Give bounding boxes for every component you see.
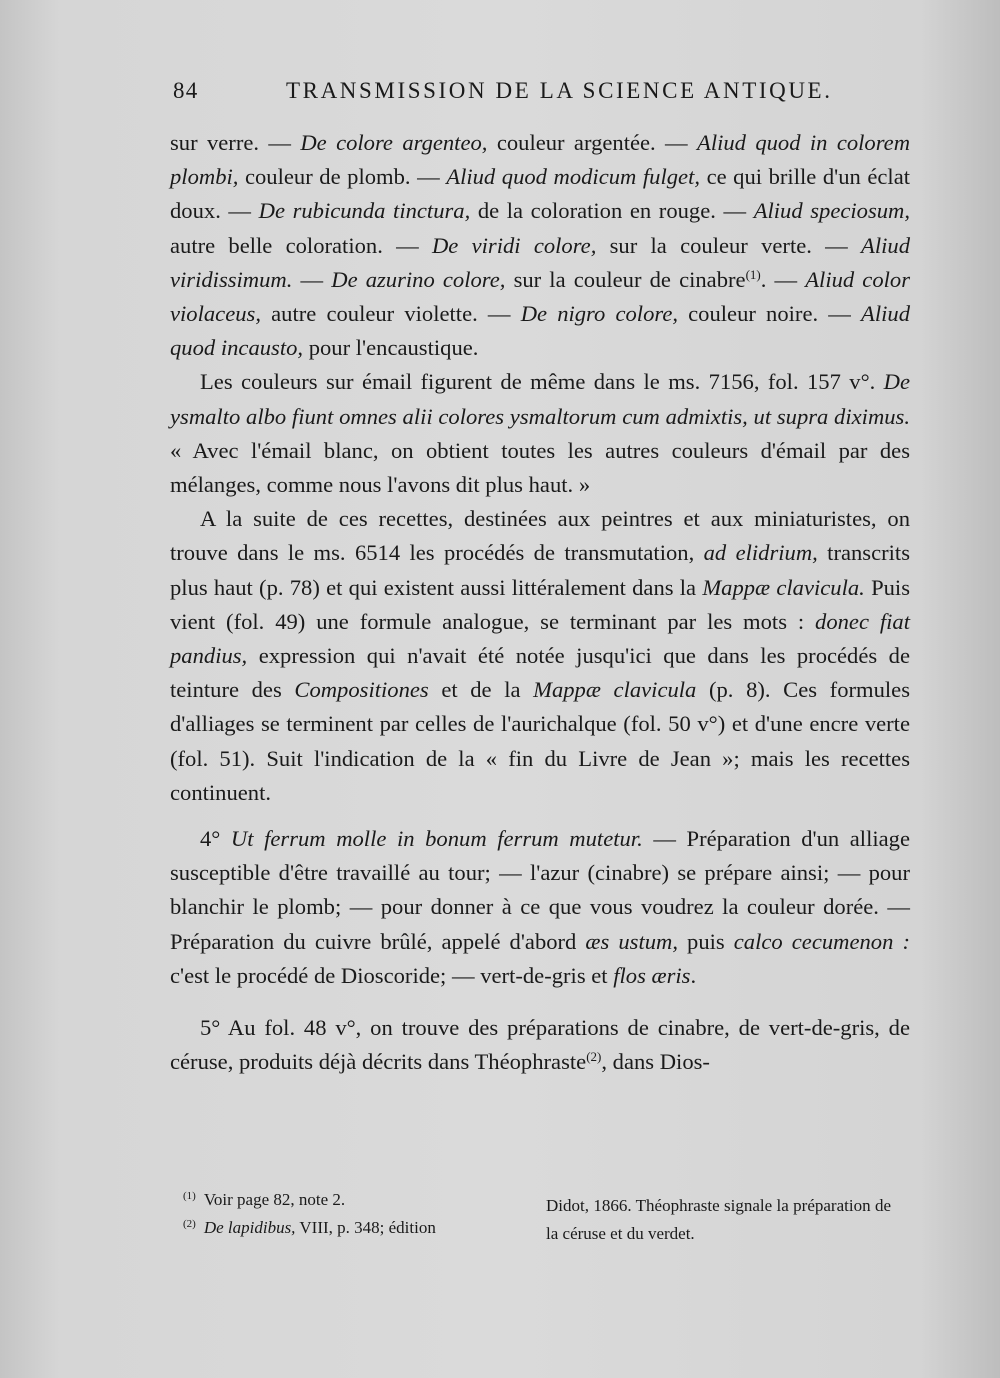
text: Les couleurs sur émail figurent de même dans le ms. 7156, fol. 157 v°. [200,369,884,395]
paragraph-section-5 [170,1011,910,1079]
latin-title: De nigro colore, [520,301,678,327]
latin-title: De azurino colore, [331,266,506,292]
footnote-text: Voir page 82, note 2. [203,1190,346,1209]
latin-title: Aliud speciosum, [753,198,911,224]
text: de la coloration en rouge. — [470,198,754,224]
text: sur la couleur de cinabre [505,266,746,292]
text: expression qui n'avait été notée jusqu'ici que dans les procédés de teinture des [170,643,910,703]
running-title: TRANSMISSION DE LA SCIENCE ANTIQUE. [286,78,833,103]
text: Puis vient (fol. 49) une formule analogue, se terminant par les mots : [170,574,911,634]
latin-term: calco cecumenon : [733,928,910,954]
paragraph-transmutation [170,502,910,810]
text: 4° [200,826,231,852]
text: autre couleur violette. — [260,301,521,327]
text: , dans Dios- [601,1049,710,1075]
footnote-2-continuation: Didot, 1866. Théophraste signale la préparation de la céruse et du verdet. [546,1196,891,1243]
latin-term: donec fiat pandius, [170,608,910,669]
page-body [170,126,910,1079]
latin-term: æs ustum, [585,928,678,954]
text: (p. 8). Ces formules d'alliages se terminent par celles de l'aurichalque (fol. 50 v°) et d'une encre verte (fol. 51). Suit l'indication de la « fin du Livre de Jean »; mais les recettes continuent. [170,677,910,805]
footnote-text: VIII, p. 348; édition [295,1218,436,1237]
latin-title: De colore argenteo, [300,130,488,155]
page-header [173,78,908,112]
text: A la suite de ces recettes, destinées aux peintres et aux miniaturistes, on trouve dans le ms. 6514 les procédés de transmutation, [170,506,910,566]
latin-term: Mappæ clavicula [533,677,697,703]
footnote-ref: (1) [745,266,761,282]
text: autre belle coloration. — [170,232,432,258]
text: ce qui brille d'un éclat doux. — [170,164,911,224]
footnote-1 [183,1186,523,1214]
text: puis [677,928,734,954]
text: sur verre. — [170,130,301,155]
text: transcrits plus haut (p. 78) et qui existent aussi littéralement dans la [170,540,910,600]
latin-quote: De ysmalto albo fiunt omnes alii colores ysmaltorum cum admixtis, ut supra diximus. [170,369,910,429]
text: couleur argentée. — [487,130,698,155]
text: « Avec l'émail blanc, on obtient toutes les autres couleurs d'émail par des mélanges, comme nous l'avons dit plus haut. » [170,437,910,498]
footnote-mark: (2) [183,1218,196,1230]
latin-title: Aliud viridissimum. [170,232,910,292]
text: pour l'encaustique. [303,335,479,361]
text: — [292,266,332,292]
latin-term: Mappæ clavicula. [702,574,865,600]
latin-title: Aliud quod in colorem plombi, [170,130,911,190]
latin-title: De rubicunda tinctura, [258,198,471,224]
text: couleur noire. — [678,301,862,327]
footnote-column-right [546,1192,891,1248]
latin-title: Aliud quod modicum fulget, [446,164,701,190]
paragraph-color-recipes [170,126,910,365]
latin-term: flos æris [613,962,691,988]
latin-title: De viridi colore, [431,232,597,258]
page-number: 84 [173,78,199,103]
footnote-mark: (1) [183,1190,196,1202]
latin-title: Aliud quod incausto, [170,301,910,361]
latin-heading: Ut ferrum molle in bonum ferrum mutetur. [230,826,643,852]
latin-term: Compositiones [294,677,429,703]
text: 5° Au fol. 48 v°, on trouve des préparations de cinabre, de vert-de-gris, de céruse, produits déjà décrits dans Théophraste [170,1015,910,1075]
footnote-title: De lapidibus, [203,1218,296,1237]
text: . [690,962,697,988]
text: sur la couleur verte. — [596,232,862,258]
text: . — [760,266,806,292]
latin-title: Aliud color violaceus, [170,266,911,327]
footnote-column-left [183,1186,523,1242]
footnotes [183,1186,913,1256]
paragraph-section-4 [170,822,910,993]
latin-term: ad elidrium, [703,540,818,566]
footnote-ref: (2) [586,1049,602,1065]
text: — Préparation d'un alliage susceptible d'être travaillé au tour; — l'azur (cinabre) se prépare ainsi; — pour blanchir le plomb; — pour donner à ce que vous voudrez la couleur dorée. — Préparation du cuivre brûlé, appelé d'abord [170,826,910,954]
text: couleur de plomb. — [238,164,447,190]
text: c'est le procédé de Dioscoride; — vert-de-gris et [170,962,614,988]
paragraph-email-colors [170,365,910,502]
text: et de la [428,677,534,703]
footnote-2 [183,1214,523,1242]
